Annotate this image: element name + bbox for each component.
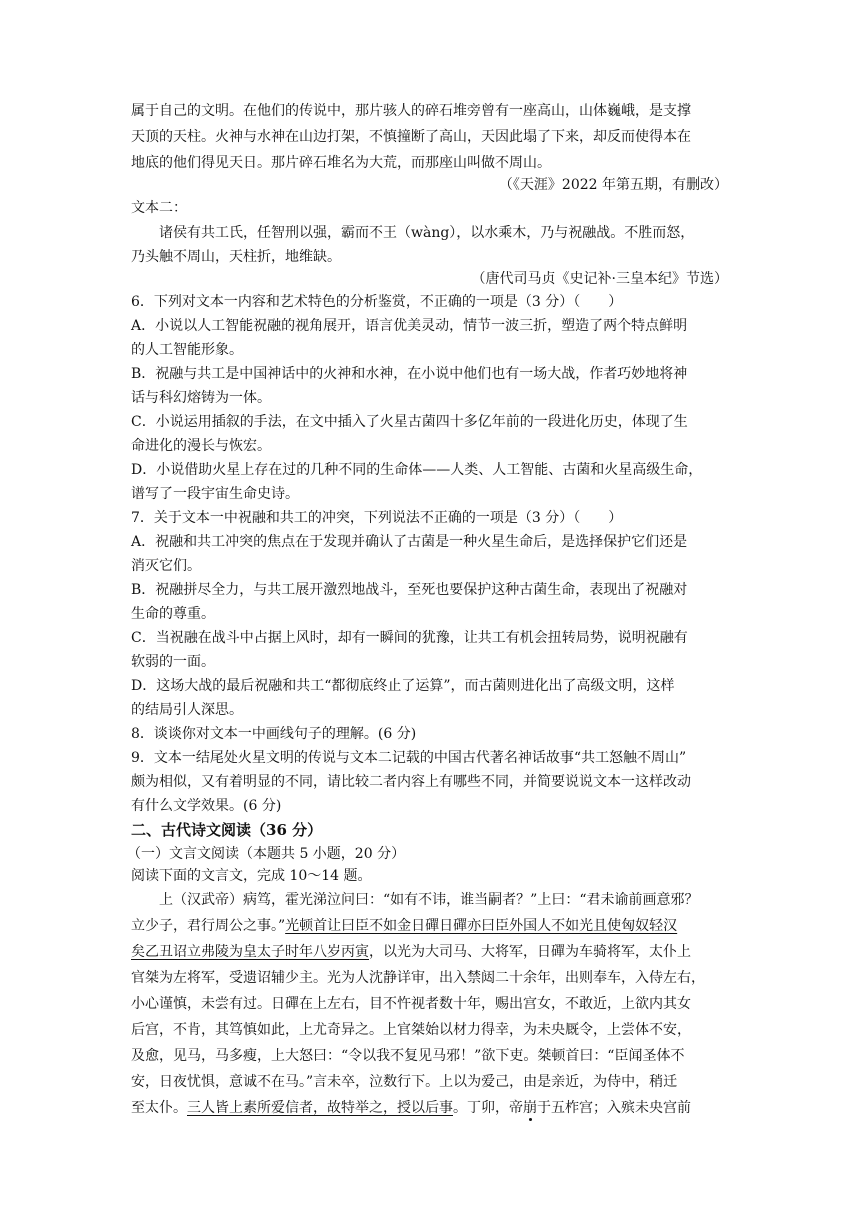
classical-line-6: 后宫，不肯，其笃慎如此，上尤奇异之。上官桀始以材力得幸，为未央厩令，上尝体不安， (131, 1022, 691, 1038)
classical-line-9 (131, 1097, 691, 1119)
section-2-title: 二、古代诗文阅读（36 分） (131, 821, 323, 839)
question-7-option-d-line-2: 的结局引人深思。 (131, 702, 243, 718)
question-7-option-d-line-1: D．这场大战的最后祝融和共工“都彻底终止了运算”，而古菌则进化出了高级文明，这样 (131, 678, 675, 694)
text1-line-1: 属于自己的文明。在他们的传说中，那片骇人的碎石堆旁曾有一座高山，山体巍峨，是支撑 (131, 103, 691, 119)
section-2-subtitle: （一）文言文阅读（本题共 5 小题，20 分） (127, 846, 406, 862)
question-6-option-d-line-2: 谱写了一段宇宙生命史诗。 (131, 486, 299, 502)
question-9-line-1: 9．文本一结尾处火星文明的传说与文本二记载的中国古代著名神话故事“共工怒触不周山” (131, 750, 687, 766)
question-9-line-2: 颇为相似，又有着明显的不同，请比较二者内容上有哪些不同，并简要说说文本一这样改动 (131, 774, 691, 790)
underlined-passage-2: 三人皆上素所爱信者，故特举之，授以后事 (187, 1100, 453, 1116)
question-6-option-b-line-1: B．祝融与共工是中国神话中的火神和水神，在小说中他们也有一场大战，作者巧妙地将神 (131, 366, 688, 382)
dotted-character: 崩 (523, 1100, 537, 1116)
text1-line-2: 天顶的天柱。火神与水神在山边打架，不慎撞断了高山，天因此塌了下来，却反而使得本在 (131, 129, 691, 145)
question-6-stem: 6．下列对文本一内容和艺术特色的分析鉴赏，不正确的一项是（3 分）（ ） (131, 294, 623, 310)
underlined-passage-1: 光顿首让曰臣不如金日磾日磾亦曰臣外国人不如光且使匈奴轻汉 (285, 918, 678, 934)
classical-line-2-plain: 立少子，君行周公之事。” (131, 918, 286, 934)
question-7-option-b-line-1: B．祝融拼尽全力，与共工展开激烈地战斗，至死也要保护这种古菌生命，表现出了祝融对 (131, 582, 688, 598)
classical-line-9-mid: 。丁卯，帝 (453, 1100, 523, 1116)
question-7-option-c-line-1: C．当祝融在战斗中占据上风时，却有一瞬间的犹豫，让共工有机会扭转局势，说明祝融有 (131, 630, 688, 646)
classical-line-3 (131, 941, 691, 963)
question-6-option-a-line-2: 的人工智能形象。 (131, 342, 243, 358)
text2-line-2: 乃头触不周山，天柱折，地维缺。 (131, 249, 341, 265)
classical-line-3-plain: ，以光为大司马、大将军，日磾为车骑将军，太仆上 (369, 944, 691, 960)
question-7-option-c-line-2: 软弱的一面。 (131, 654, 215, 670)
text2-heading: 文本二： (131, 200, 187, 216)
question-7-option-a-line-2: 消灭它们。 (131, 558, 201, 574)
question-6-option-c-line-1: C．小说运用插叙的手法，在文中插入了火星古菌四十多亿年前的一段进化历史，体现了生 (131, 414, 688, 430)
classical-line-4: 官桀为左将军，受遗诏辅少主。光为人沈静详审，出入禁闼二十余年，出则奉车，入侍左右， (131, 970, 705, 986)
classical-line-9-end: 于五柞宫；入殡未央宫前 (537, 1100, 691, 1116)
question-9-line-3: 有什么文学效果。(6 分) (131, 798, 282, 814)
underlined-passage-1-cont: 矣乙丑诏立弗陵为皇太子时年八岁丙寅 (131, 944, 369, 960)
text1-source: （《天涯》2022 年第五期，有删改） (498, 177, 728, 193)
question-6-option-b-line-2: 话与科幻熔铸为一体。 (131, 390, 271, 406)
question-7-stem: 7．关于文本一中祝融和共工的冲突，下列说法不正确的一项是（3 分）（ ） (131, 510, 623, 526)
question-8: 8．谈谈你对文本一中画线句子的理解。(6 分) (131, 726, 417, 742)
question-6-option-d-line-1: D．小说借助火星上存在过的几种不同的生命体——人类、人工智能、古菌和火星高级生命， (131, 462, 703, 478)
classical-line-1: 上（汉武帝）病笃，霍光涕泣问曰：“如有不讳，谁当嗣者？”上曰：“君未谕前画意邪？ (159, 892, 699, 908)
classical-line-5: 小心谨慎，未尝有过。日磾在上左右，目不忤视者数十年，赐出宫女，不敢近，上欲内其女 (131, 996, 691, 1012)
classical-line-9-plain: 至太仆。 (131, 1100, 187, 1116)
question-7-option-a-line-1: A．祝融和共工冲突的焦点在于发现并确认了古菌是一种火星生命后，是选择保护它们还是 (131, 534, 688, 550)
question-6-option-a-line-1: A．小说以人工智能祝融的视角展开，语言优美灵动，情节一波三折，塑造了两个特点鲜明 (131, 318, 688, 334)
text2-source: （唐代司马贞《史记补·三皇本纪》节选） (471, 271, 728, 287)
text2-line-1: 诸侯有共工氏，任智刑以强，霸而不王（wàng），以水乘木，乃与祝融战。不胜而怒， (159, 225, 695, 241)
section-2-instruction: 阅读下面的文言文，完成 10～14 题。 (131, 868, 372, 884)
classical-line-7: 及愈，见马，马多瘦，上大怒曰：“令以我不复见马邪！”欲下吏。桀顿首曰：“臣闻圣体不 (131, 1048, 685, 1064)
question-6-option-c-line-2: 命进化的漫长与恢宏。 (131, 438, 271, 454)
classical-line-8: 安，日夜忧惧，意诚不在马。”言未卒，泣数行下。上以为爱己，由是亲近，为侍中，稍迁 (131, 1074, 678, 1090)
question-7-option-b-line-2: 生命的尊重。 (131, 606, 215, 622)
text1-line-3: 地底的他们得见天日。那片碎石堆名为大荒，而那座山叫做不周山。 (131, 155, 551, 171)
classical-line-2 (131, 915, 677, 937)
